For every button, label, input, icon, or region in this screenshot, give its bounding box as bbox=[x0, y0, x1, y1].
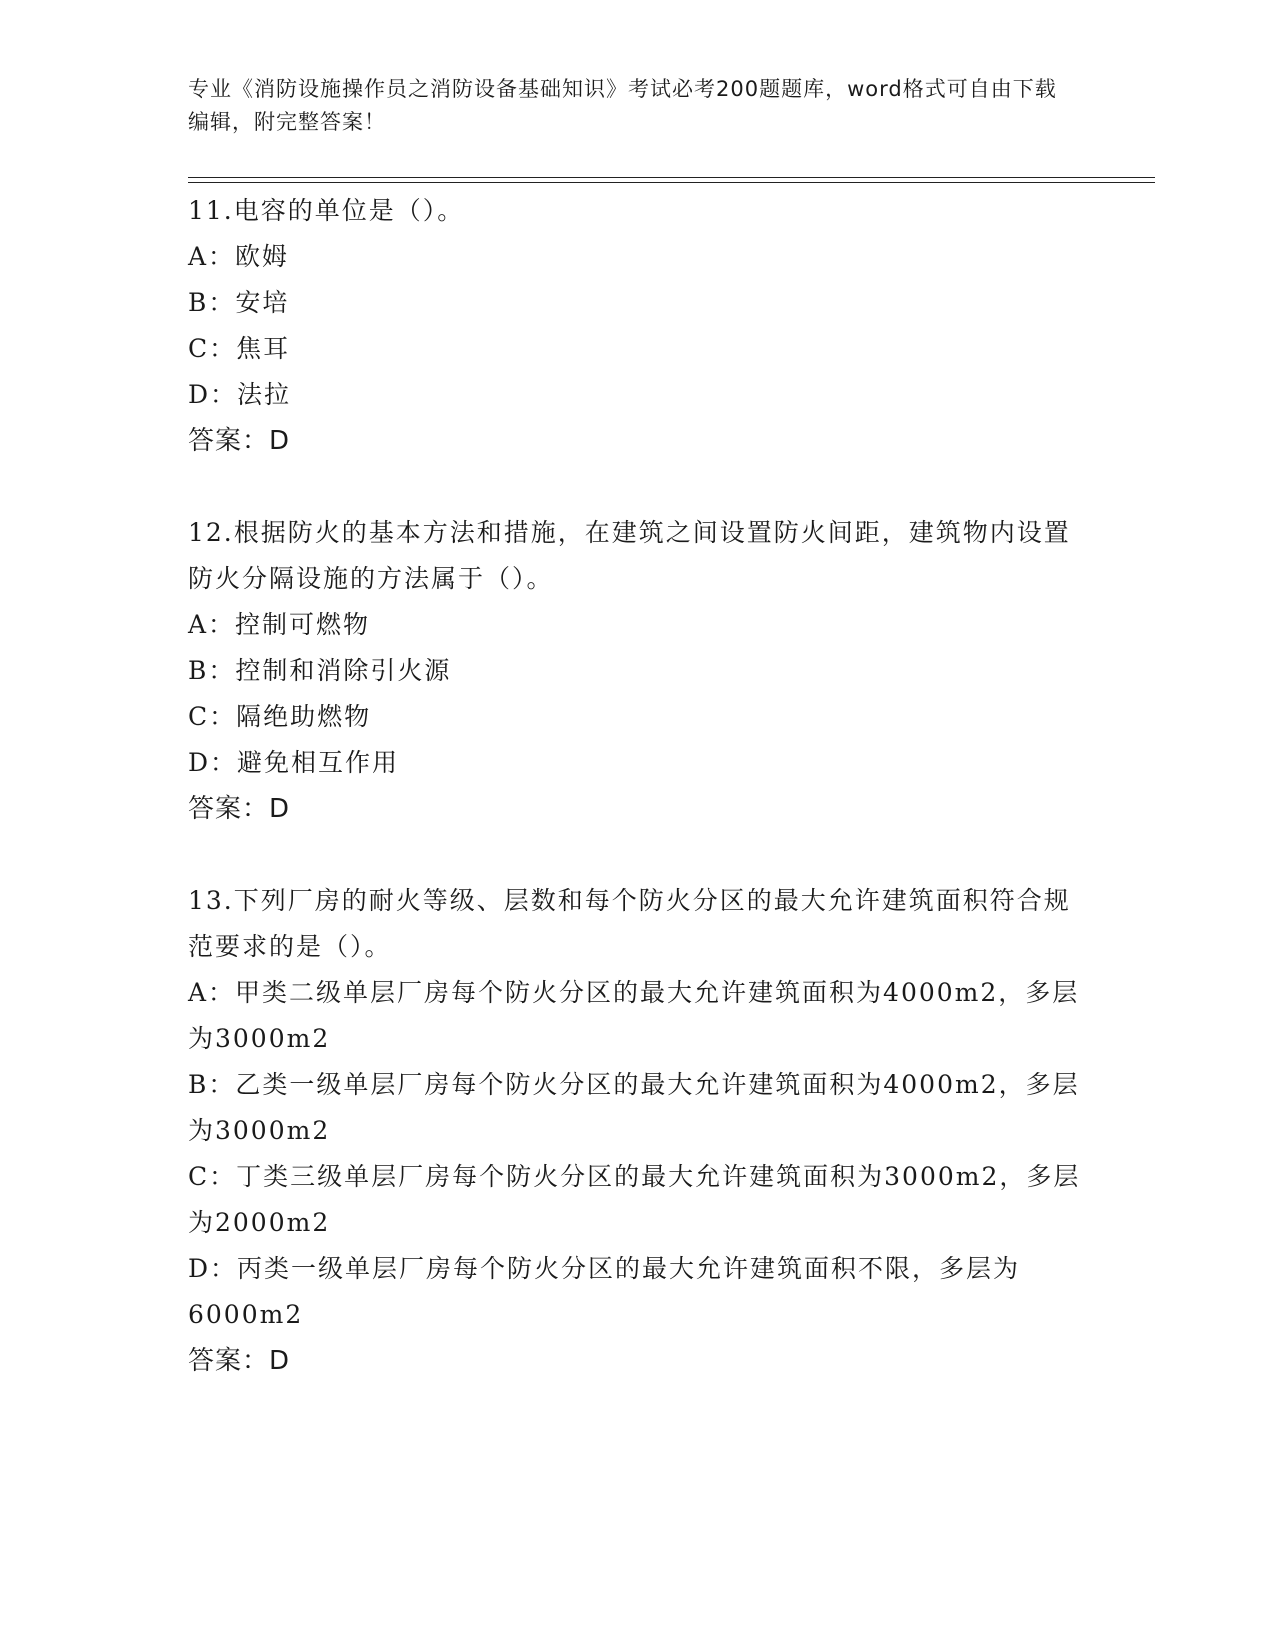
answer-line: 答案：D bbox=[188, 1346, 291, 1376]
option-c: C：隔绝助燃物 bbox=[188, 702, 372, 731]
document-header: 专业《消防设施操作员之消防设备基础知识》考试必考200题题库，word格式可自由下载编辑，附完整答案！ bbox=[188, 77, 1057, 134]
option-a: A：甲类二级单层厂房每个防火分区的最大允许建筑面积为4000m2，多层为3000m2 bbox=[188, 978, 1080, 1053]
header-rule-top bbox=[188, 177, 1155, 178]
option-b: B：乙类一级单层厂房每个防火分区的最大允许建筑面积为4000m2，多层为3000m2 bbox=[188, 1070, 1080, 1145]
header-rule-bottom bbox=[188, 182, 1155, 183]
option-d: D：丙类一级单层厂房每个防火分区的最大允许建筑面积不限，多层为6000m2 bbox=[188, 1254, 1021, 1329]
option-a: A：控制可燃物 bbox=[188, 610, 371, 639]
question-13 bbox=[188, 878, 1088, 1384]
question-list bbox=[188, 188, 1088, 1384]
option-c: C：丁类三级单层厂房每个防火分区的最大允许建筑面积为3000m2，多层为2000m2 bbox=[188, 1162, 1081, 1237]
question-stem: 12.根据防火的基本方法和措施，在建筑之间设置防火间距，建筑物内设置防火分隔设施的方法属于（）。 bbox=[188, 518, 1071, 593]
option-d: D：避免相互作用 bbox=[188, 748, 400, 777]
question-12 bbox=[188, 510, 1088, 832]
option-c: C：焦耳 bbox=[188, 334, 291, 363]
question-stem: 13.下列厂房的耐火等级、层数和每个防火分区的最大允许建筑面积符合规范要求的是（）。 bbox=[188, 886, 1071, 961]
question-11 bbox=[188, 188, 1088, 464]
option-d: D：法拉 bbox=[188, 380, 292, 409]
option-a: A：欧姆 bbox=[188, 242, 290, 271]
option-b: B：控制和消除引火源 bbox=[188, 656, 452, 685]
question-stem: 11.电容的单位是（）。 bbox=[188, 196, 465, 225]
answer-line: 答案：D bbox=[188, 426, 291, 456]
option-b: B：安培 bbox=[188, 288, 290, 317]
answer-line: 答案：D bbox=[188, 794, 291, 824]
